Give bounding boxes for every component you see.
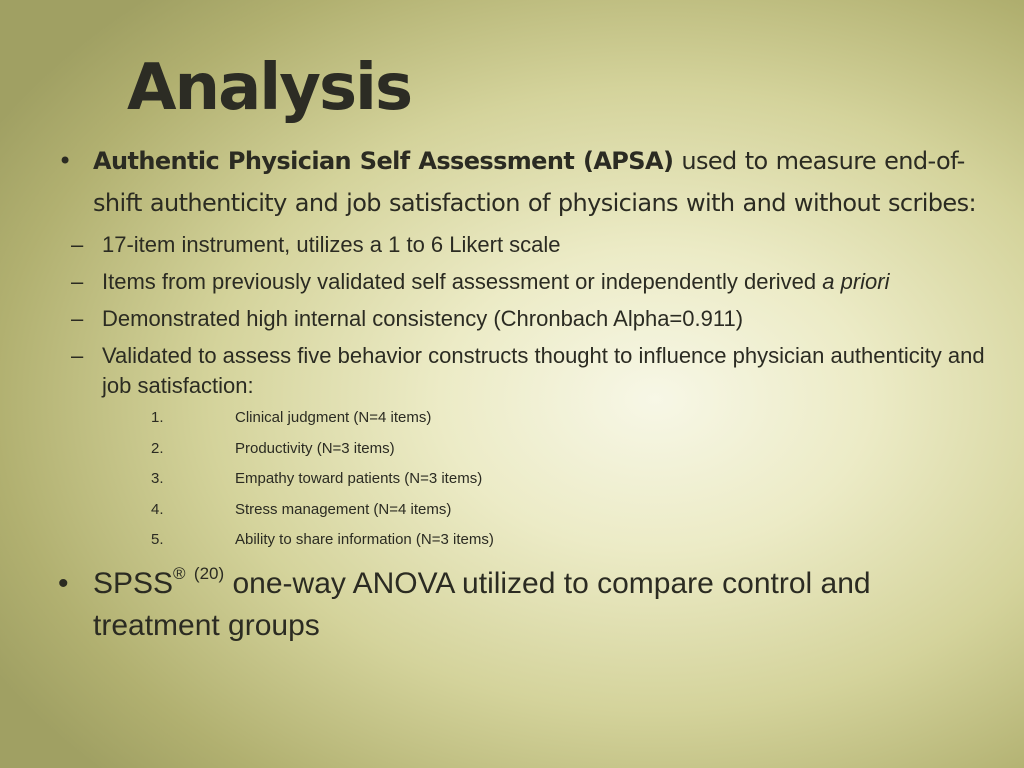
construct-number: 1. [151,409,164,426]
construct-text: Empathy toward patients (N=3 items) [235,470,483,488]
sub-bullet-text: Validated to assess five behavior constructs thought to influence physician authenticity and job satisfaction: [102,343,985,398]
construct-number: 5. [151,531,164,549]
dash-marker: – [71,269,84,294]
apsa-sub-list [58,230,998,551]
construct-text: Productivity (N=3 items) [235,439,395,457]
slide-title: Analysis [127,51,412,125]
bullet-marker: • [58,147,72,175]
apsa-text: used to measure end-of-shift authenticity and job satisfaction of physicians with and without scribes: [93,147,976,217]
construct-number: 4. [151,500,164,518]
dash-marker: – [71,306,84,331]
construct-item [102,499,998,521]
bullet-spss [58,563,998,647]
sub-bullet-text: Demonstrated high internal consistency (Chronbach Alpha=0.911) [102,306,744,331]
bullet-apsa [58,140,998,224]
sub-bullet-italic-text: a priori [822,269,890,294]
construct-number: 2. [151,439,164,457]
construct-item [102,438,998,460]
construct-text: Stress management (N=4 items) [235,500,452,518]
slide-content [58,140,998,647]
construct-list [102,407,998,551]
bullet-marker: • [58,567,69,601]
sub-bullet-item [58,341,998,551]
construct-text: Ability to share information (N=3 items) [235,531,494,549]
sub-bullet-item [58,304,998,334]
construct-item [102,468,998,490]
sub-bullet-item [58,267,998,297]
citation-reference: (20) [193,564,225,584]
spss-description: one-way ANOVA utilized to compare control and treatment groups [93,567,871,643]
construct-number: 3. [151,470,164,488]
spss-text: SPSS [93,567,174,601]
registered-mark: ® [173,564,186,584]
dash-marker: – [71,232,84,257]
apsa-bold-text: Authentic Physician Self Assessment (APSA) [93,147,674,175]
construct-item [102,407,998,429]
construct-text: Clinical judgment (N=4 items) [235,409,432,426]
construct-item [102,529,998,551]
sub-bullet-item [58,230,998,260]
dash-marker: – [71,343,84,368]
sub-bullet-text: 17-item instrument, utilizes a 1 to 6 Likert scale [102,232,561,257]
sub-bullet-text: Items from previously validated self assessment or independently derived [102,269,823,294]
